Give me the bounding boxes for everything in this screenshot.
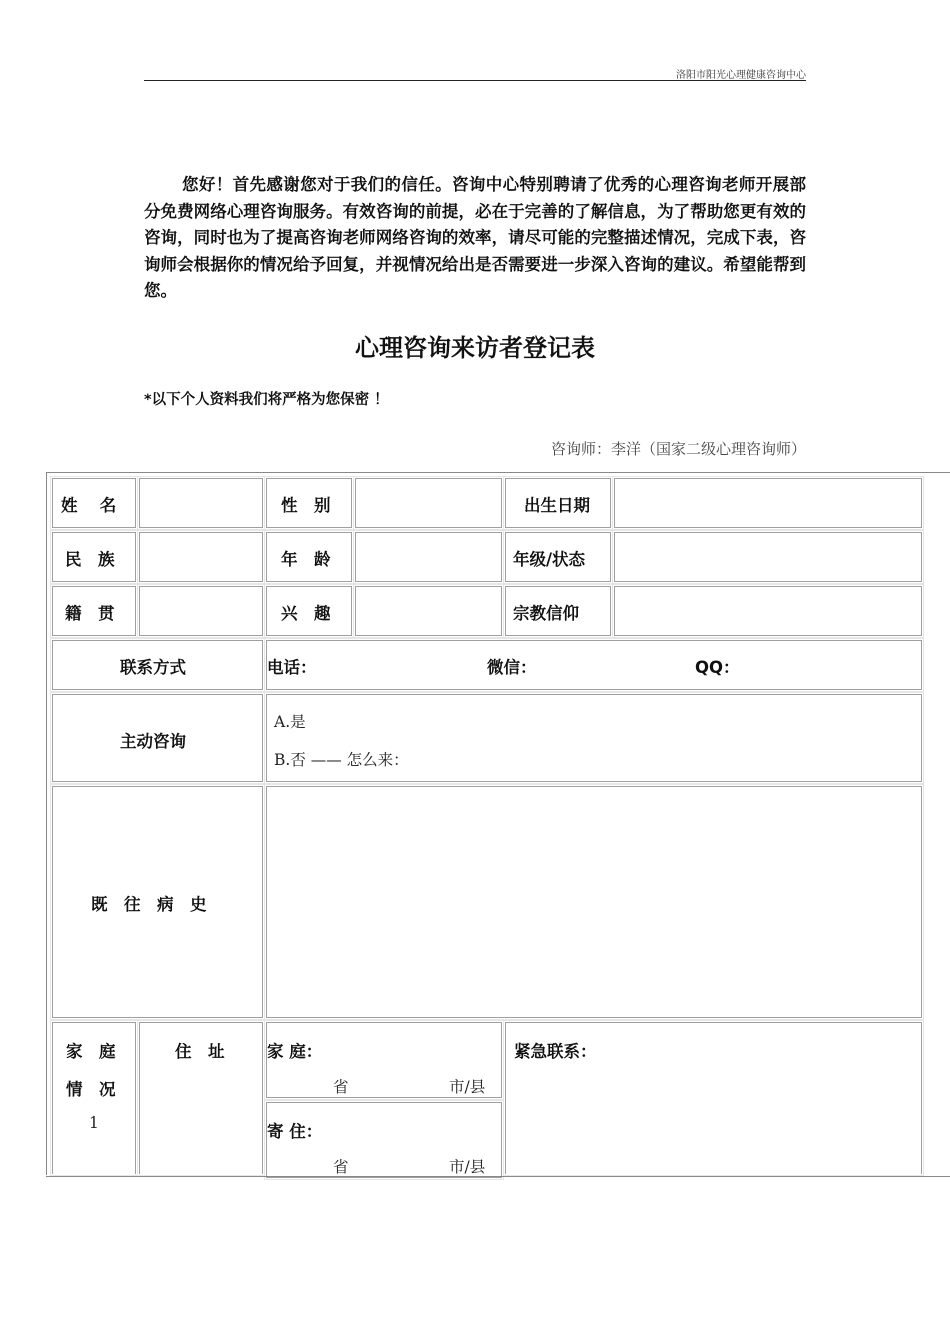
grade-label-cell (505, 532, 611, 582)
header-divider (144, 80, 806, 81)
address-label: 住 址 (175, 1042, 225, 1061)
home-province-label: 省 (333, 1078, 349, 1096)
page-title: 心理咨询来访者登记表 (355, 334, 595, 362)
religion-label-cell (505, 586, 611, 636)
voluntary-options-cell (266, 694, 922, 782)
intro-paragraph: 您好！首先感谢您对于我们的信任。咨询中心特别聘请了优秀的心理咨询老师开展部分免费网络心理咨询服务。有效咨询的前提，必在于完善的了解信息，为了帮助您更有效的咨询，同时也为了提高咨询老师网络咨询的效率，请尽可能的完整描述情况，完成下表，咨询师会根据你的情况给予回复，并视情况给出是否需要进一步深入咨询的建议。希望能帮到您。 (144, 175, 806, 300)
age-input[interactable] (355, 532, 502, 582)
home-address-input[interactable] (266, 1022, 502, 1098)
history-input[interactable] (266, 786, 922, 1018)
contact-input-cell[interactable] (266, 640, 922, 690)
ethnicity-label-cell (52, 532, 136, 582)
lodging-province-label: 省 (333, 1158, 349, 1176)
ethnicity-input[interactable] (139, 532, 263, 582)
name-label-cell (52, 478, 136, 528)
name-input[interactable] (139, 478, 263, 528)
voluntary-label: 主动咨询 (120, 732, 186, 751)
religion-label: 宗教信仰 (513, 604, 579, 623)
lodging-address-input[interactable] (266, 1102, 502, 1178)
interest-input[interactable] (355, 586, 502, 636)
gender-label: 性 别 (281, 496, 331, 515)
interest-label: 兴 趣 (281, 604, 331, 623)
origin-label-cell (52, 586, 136, 636)
form-bottom-rule (46, 1176, 950, 1177)
history-label: 既 往 病 史 (91, 895, 207, 914)
birth-input[interactable] (614, 478, 922, 528)
family-label-cell (52, 1022, 136, 1174)
wechat-label: 微信： (487, 658, 537, 677)
age-label-cell (266, 532, 352, 582)
origin-input[interactable] (139, 586, 263, 636)
family-label-number: 1 (89, 1114, 99, 1132)
family-label-line1: 家 庭 (66, 1042, 116, 1061)
history-label-cell (52, 786, 263, 1018)
grade-label: 年级/状态 (513, 550, 586, 569)
address-label-cell (139, 1022, 263, 1174)
lodging-city-label: 市/县 (449, 1158, 486, 1176)
voluntary-label-cell (52, 694, 263, 782)
origin-label: 籍 贯 (65, 604, 115, 623)
grade-input[interactable] (614, 532, 922, 582)
gender-input[interactable] (355, 478, 502, 528)
header-org-name: 洛阳市阳光心理健康咨询中心 (676, 70, 806, 81)
counselor-info: 咨询师：李洋（国家二级心理咨询师） (550, 440, 806, 458)
birth-label-cell (505, 478, 611, 528)
interest-label-cell (266, 586, 352, 636)
religion-input[interactable] (614, 586, 922, 636)
ethnicity-label: 民 族 (65, 550, 115, 569)
name-label: 姓 名 (61, 496, 117, 515)
contact-label: 联系方式 (120, 658, 186, 677)
gender-label-cell (266, 478, 352, 528)
family-label-line2: 情 况 (66, 1080, 116, 1099)
lodging-label: 寄 住： (267, 1122, 323, 1141)
voluntary-option-b[interactable]: B.否 —— 怎么来： (274, 751, 409, 769)
phone-label: 电话： (267, 658, 317, 677)
home-label: 家 庭： (267, 1042, 323, 1061)
voluntary-option-a[interactable]: A.是 (274, 713, 306, 731)
home-city-label: 市/县 (449, 1078, 486, 1096)
birth-label: 出生日期 (524, 496, 590, 515)
emergency-label: 紧急联系： (514, 1042, 597, 1061)
age-label: 年 龄 (281, 550, 331, 569)
emergency-contact-input[interactable] (505, 1022, 922, 1174)
qq-label: QQ： (695, 658, 740, 677)
contact-label-cell (52, 640, 263, 690)
privacy-note: *以下个人资料我们将严格为您保密 ！ (144, 392, 389, 408)
